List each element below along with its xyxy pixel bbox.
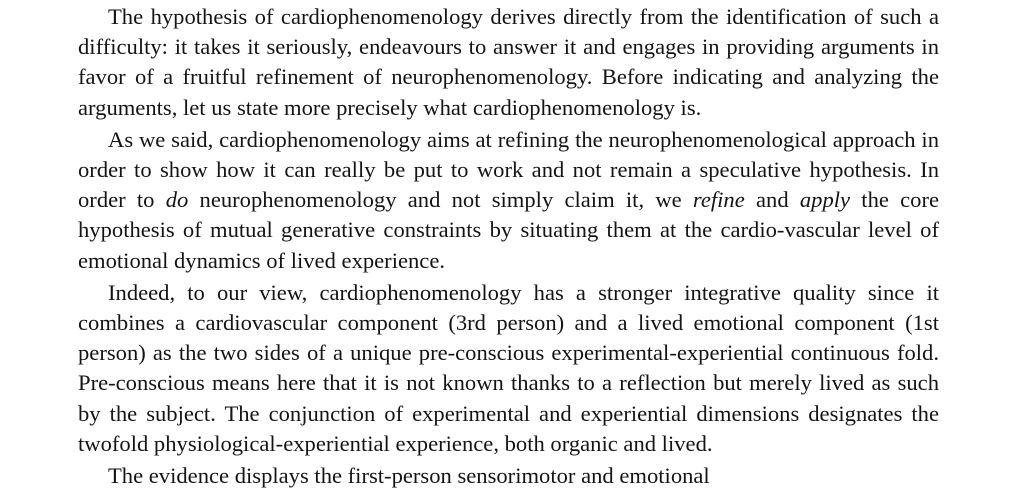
paragraph-1 xyxy=(78,2,939,123)
document-page xyxy=(78,2,939,489)
paragraph-1-text: The hypothesis of cardiophenomenology derives directly from the identification of such a difficulty: it takes it seriously, endeavours to answer it and engages in providing arguments in favor of a fruitful refinement of neurophenomenology. Before indicating and analyzing the arguments, let us state more precisely what cardiophenomenology is. xyxy=(78,4,939,120)
paragraph-2-text-c: and xyxy=(744,187,800,213)
paragraph-3-text: Indeed, to our view, cardiophenomenology has a stronger integrative quality since it combines a cardiovascular component (3rd person) and a lived emotional component (1st person) as the two sides of a unique pre-conscious experimental-experiential continuous fold. Pre-conscious means here that it is not known thanks to a reflection but merely lived as such by the subject. The conjunction of experimental and experiential dimensions designates the twofold physiological-experiential experience, both organic and lived. xyxy=(78,279,939,456)
emphasis-refine: refine xyxy=(692,187,745,213)
emphasis-do: do xyxy=(165,187,189,213)
paragraph-2-text-b: neurophenomenology and not simply claim it, we xyxy=(188,187,693,213)
emphasis-apply: apply xyxy=(799,187,851,213)
cut-off-next-line xyxy=(78,461,939,489)
cut-off-line-text: The evidence displays the first-person sensorimotor and emotional xyxy=(108,463,710,489)
paragraph-2-text-d: the core hypothesis of mutual generative constraints by situating them at the cardio-vascular level of emotional dynamics of lived experience. xyxy=(78,187,939,273)
paragraph-2 xyxy=(78,125,939,276)
paragraph-2-text-a: As we said, cardiophenomenology aims at refining the neurophenomenological approach in order to show how it can really be put to work and not remain a speculative hypothesis. In order to xyxy=(78,126,939,213)
paragraph-3 xyxy=(78,278,939,459)
